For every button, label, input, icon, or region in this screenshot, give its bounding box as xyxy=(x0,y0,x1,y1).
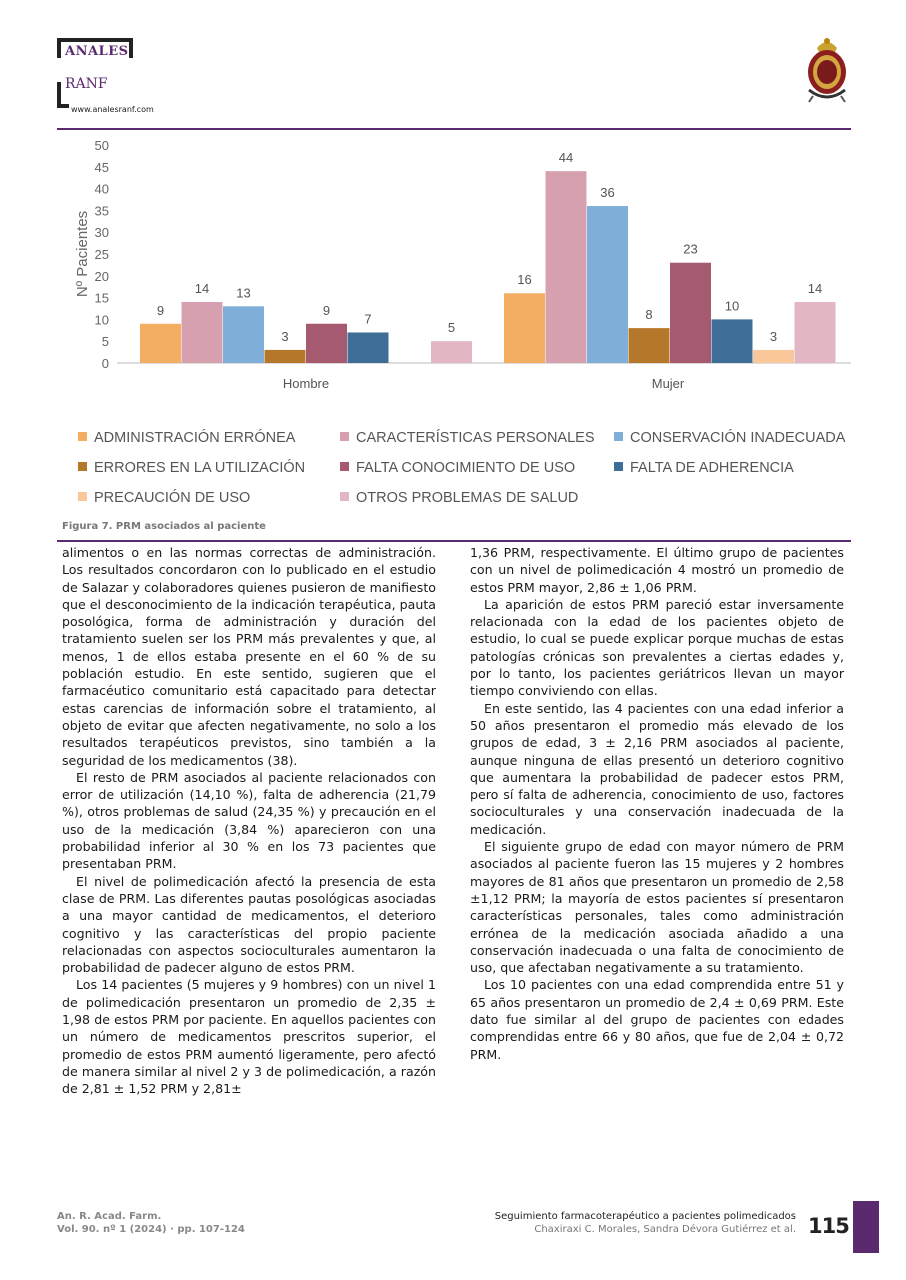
y-tick-label: 50 xyxy=(94,138,109,153)
body-column-right xyxy=(470,544,844,1063)
legend-label: CARACTERÍSTICAS PERSONALES xyxy=(356,430,595,446)
legend-swatch xyxy=(78,432,87,441)
y-tick-label: 35 xyxy=(94,203,109,219)
legend-swatch xyxy=(614,462,623,471)
figure-rule xyxy=(57,540,851,542)
data-label: 9 xyxy=(156,302,165,318)
legend-label: PRECAUCIÓN DE USO xyxy=(94,490,251,506)
legend-label: FALTA DE ADHERENCIA xyxy=(630,460,794,476)
bar xyxy=(140,324,181,363)
bar xyxy=(795,302,836,363)
legend-label: ADMINISTRACIÓN ERRÓNEA xyxy=(94,430,296,446)
bar xyxy=(670,263,711,363)
footer-citation xyxy=(57,1210,245,1236)
data-label: 10 xyxy=(724,298,740,314)
legend-swatch xyxy=(78,492,87,501)
bar xyxy=(546,171,587,363)
bar xyxy=(306,324,347,363)
data-label: 14 xyxy=(807,280,823,296)
legend-swatch xyxy=(78,462,87,471)
y-axis-label: Nº Pacientes xyxy=(74,210,91,298)
legend-swatch xyxy=(340,492,349,501)
legend-item xyxy=(340,430,595,446)
paragraph: 1,36 PRM, respectivamente. El último grupo de pacientes con un nivel de polimedicación 4 mostró un promedio de estos PRM mayor, 2,86 ± 1,06 PRM. xyxy=(470,545,844,595)
y-tick-label: 40 xyxy=(94,181,109,197)
y-tick-label: 5 xyxy=(101,334,109,350)
page-number: 115 xyxy=(808,1214,849,1238)
paragraph: El siguiente grupo de edad con mayor número de PRM asociados al paciente fueron las 15 mujeres y 2 hombres mayores de 81 años que presentaron un promedio de 2,58 ±1,12 PRM; la mayoría de estos pacientes sí presentaron características personales, tales como administración errónea de la medicación asociada añadido a una conservación inadecuada o una falta de conocimiento de uso, que afectaban negativamente a su tratamiento. xyxy=(470,839,844,976)
footer-journal: An. R. Acad. Farm. xyxy=(57,1211,162,1222)
logo-anales-text: ANALES xyxy=(65,44,129,59)
legend-label: OTROS PROBLEMAS DE SALUD xyxy=(356,490,579,506)
paragraph: En este sentido, las 4 pacientes con una edad inferior a 50 años presentaron el promedio más elevado de los grupos de edad, 3 ± 2,16 PRM asociados al paciente, aunque ninguna de ellas presentó un deterioro cognitivo que aumentara la probabilidad de padecer estos PRM, pero sí falta de adherencia, conocimiento de uso, factores socioculturales y una conservación inadecuada de la medicación. xyxy=(470,700,844,837)
bar xyxy=(431,341,472,363)
data-label: 16 xyxy=(517,272,532,288)
paragraph: El nivel de polimedicación afectó la presencia de esta clase de PRM. Las diferentes pautas posológicas asociadas a una mayor cantidad de medicamentos, el deterioro cognitivo y las características del propio paciente relacionadas con aspectos socioculturales aumentaron la probabilidad de padecer alguno de estos PRM. xyxy=(62,873,436,976)
legend-item xyxy=(614,460,794,476)
legend-label: CONSERVACIÓN INADECUADA xyxy=(630,430,846,446)
paragraph: El resto de PRM asociados al paciente relacionados con error de utilización (14,10 %), falta de adherencia (21,79 %), otros problemas de salud (24,35 %) y precaución en el uso de la medicación (3,84 %) aparecieron con una probabilidad inferior al 30 % en los 73 pacientes que presentaban PRM. xyxy=(62,769,436,872)
legend-label: ERRORES EN LA UTILIZACIÓN xyxy=(94,460,306,476)
footer-authors: Chaxiraxi C. Morales, Sandra Dévora Gutiérrez et al. xyxy=(534,1224,796,1235)
data-label: 23 xyxy=(683,241,698,257)
figure-caption: Figura 7. PRM asociados al paciente xyxy=(62,521,266,532)
legend-item xyxy=(78,460,305,476)
data-label: 7 xyxy=(364,311,372,327)
y-tick-label: 0 xyxy=(101,356,109,371)
y-tick-label: 25 xyxy=(94,247,109,262)
data-label: 3 xyxy=(281,328,289,344)
bar xyxy=(753,350,794,363)
legend-item xyxy=(340,460,575,476)
data-label: 13 xyxy=(236,285,251,301)
prm-bar-chart xyxy=(57,132,851,402)
y-tick-label: 15 xyxy=(94,290,109,306)
legend-item xyxy=(78,490,250,506)
bar xyxy=(629,328,670,363)
x-category-label: Mujer xyxy=(651,376,685,391)
y-tick-label: 10 xyxy=(94,312,109,328)
journal-logo xyxy=(57,38,154,114)
logo-url-link[interactable]: www.analesranf.com xyxy=(71,105,154,114)
y-tick-label: 30 xyxy=(94,225,109,241)
x-category-label: Hombre xyxy=(282,376,330,391)
header-rule xyxy=(57,128,851,130)
bar xyxy=(223,306,264,363)
data-label: 5 xyxy=(447,320,456,336)
footer-article xyxy=(495,1210,796,1236)
chart-legend xyxy=(78,430,858,520)
footer-title: Seguimiento farmacoterapéutico a pacientes polimedicados xyxy=(494,1211,796,1222)
y-tick-label: 45 xyxy=(94,159,109,175)
legend-swatch xyxy=(340,462,349,471)
data-label: 44 xyxy=(558,150,574,166)
legend-item xyxy=(614,430,845,446)
logo-ranf-text: RANF xyxy=(65,76,108,92)
y-tick-label: 20 xyxy=(94,268,109,284)
paragraph: alimentos o en las normas correctas de administración. Los resultados concordaron con lo publicado en el estudio de Salazar y colaboradores quienes pusieron de manifiesto que el desconocimiento de la indicación terapéutica, pauta posológica, forma de administración y duración del tratamiento suelen ser los PRM más prevalentes y que, al menos, 1 de ellos estaba presente en el 60 % de su población estudio. En este sentido, sugieren que el farmacéutico comunitario está capacitado para detectar estas carencias de información sobre el tratamiento, al objeto de evitar que afecten negativamente, no solo a los resultados terapéuticos previstos, sino también a la seguridad de los medicamentos (38). xyxy=(62,545,436,768)
legend-item xyxy=(78,430,295,446)
bar xyxy=(712,319,753,363)
legend-item xyxy=(340,490,578,506)
paragraph: Los 10 pacientes con una edad comprendida entre 51 y 65 años presentaron un promedio de 2,4 ± 0,69 PRM. Este dato fue similar al del grupo de pacientes con edades comprendidas entre 66 y 80 años, que fue de 2,04 ± 0,72 PRM. xyxy=(470,977,844,1062)
page-tab xyxy=(853,1201,879,1253)
data-label: 9 xyxy=(322,302,331,318)
data-label: 3 xyxy=(769,328,778,344)
bar xyxy=(182,302,223,363)
bar xyxy=(265,350,306,363)
bar xyxy=(504,293,545,363)
paragraph: Los 14 pacientes (5 mujeres y 9 hombres) con un nivel 1 de polimedicación presentaron un promedio de 2,35 ± 1,98 de estos PRM por paciente. En aquellos pacientes con un número de medicamentos prescritos superior, el promedio de estos PRM aumentó ligeramente, pero afectó de manera similar al nivel 2 y 3 de polimedicación, a razón de 2,81 ± 1,52 PRM y 2,81± xyxy=(62,977,436,1097)
footer-volume: Vol. 90. nº 1 (2024) · pp. 107-124 xyxy=(57,1224,245,1235)
legend-swatch xyxy=(340,432,349,441)
bar xyxy=(348,332,389,363)
legend-label: FALTA CONOCIMIENTO DE USO xyxy=(356,460,576,476)
paragraph: La aparición de estos PRM pareció estar inversamente relacionada con la edad de los pacientes objeto de estudio, lo cual se puede explicar porque muchas de estas patologías crónicas son prevalentes a ciertas edades y, por lo tanto, los pacientes geriátricos llevan un mayor tiempo conviviendo con ellas. xyxy=(470,596,844,699)
body-column-left xyxy=(62,544,436,1098)
legend-swatch xyxy=(614,432,623,441)
data-label: 36 xyxy=(600,185,615,201)
data-label: 14 xyxy=(194,280,210,296)
data-label: 8 xyxy=(645,307,653,323)
bar xyxy=(587,206,628,363)
academy-crest-icon xyxy=(803,34,851,104)
